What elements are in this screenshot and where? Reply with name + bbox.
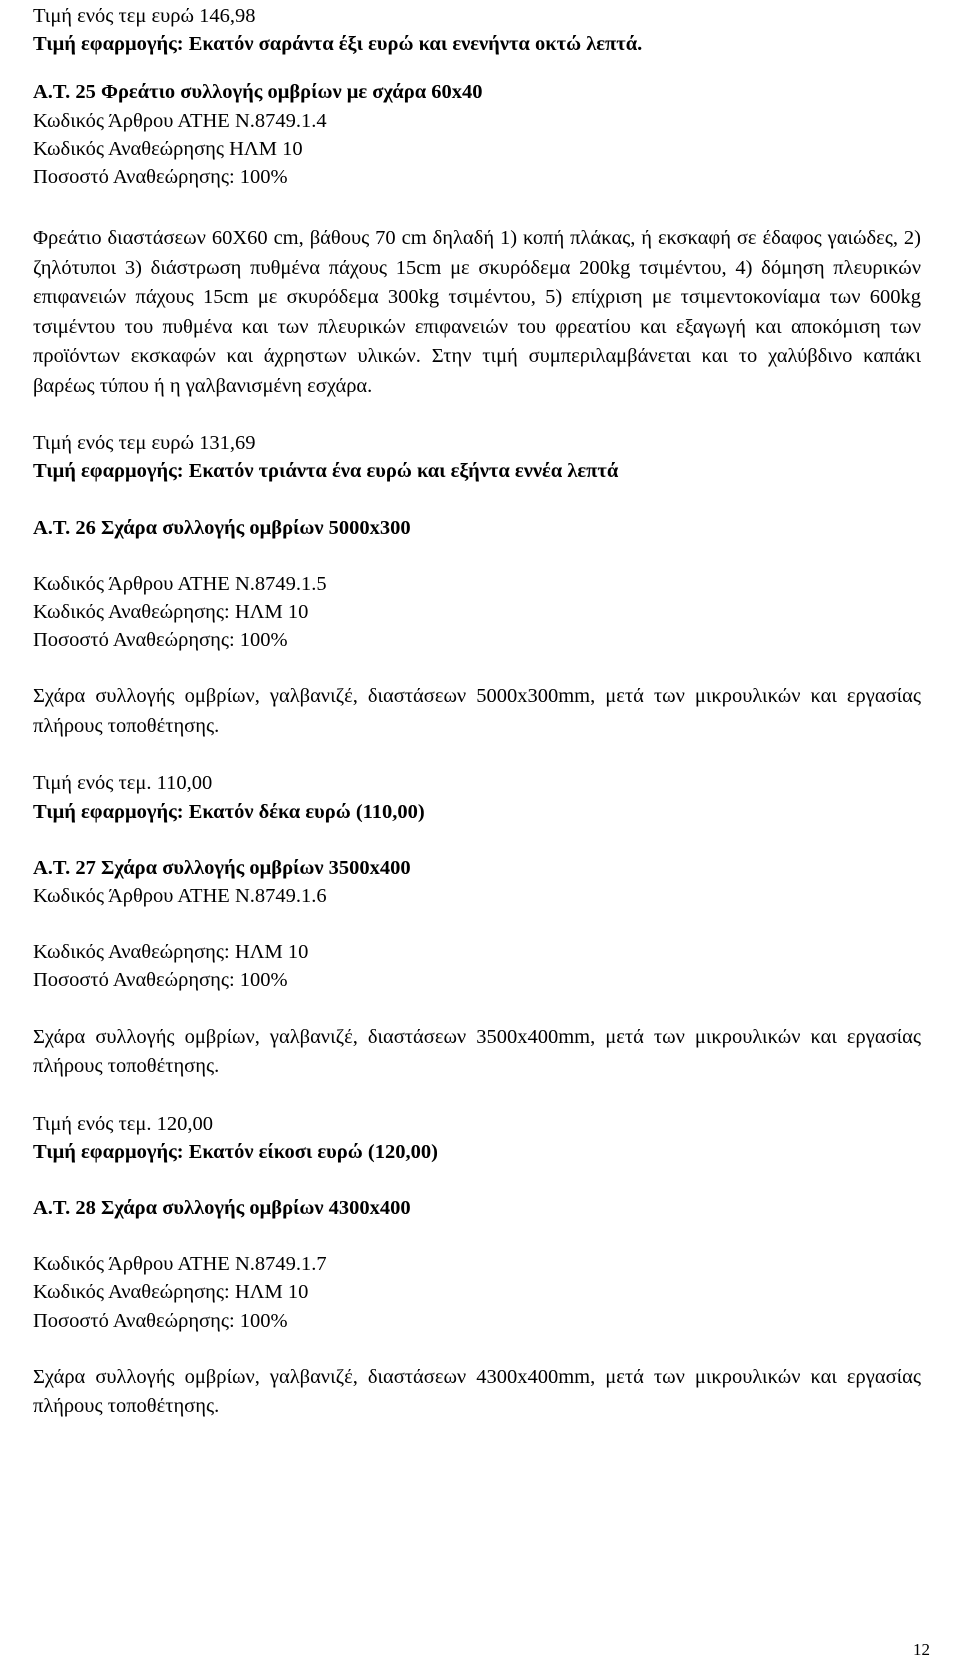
revision-percentage: Ποσοστό Αναθεώρησης: 100% — [33, 166, 288, 189]
item-title: Α.Τ. 25 Φρεάτιο συλλογής ομβρίων με σχάρα 60x40 — [33, 81, 483, 104]
applied-price: Τιμή εφαρμογής: Εκατόν τριάντα ένα ευρώ και εξήντα εννέα λεπτά — [33, 460, 619, 483]
applied-price: Τιμή εφαρμογής: Εκατόν είκοσι ευρώ (120,00) — [33, 1140, 438, 1163]
unit-price: Τιμή ενός τεμ. 110,00 — [33, 772, 213, 795]
article-code: Κωδικός Άρθρου ΑΤΗΕ Ν.8749.1.6 — [33, 885, 327, 908]
article-code: Κωδικός Άρθρου ΑΤΗΕ Ν.8749.1.4 — [33, 109, 327, 132]
article-code: Κωδικός Άρθρου ΑΤΗΕ Ν.8749.1.5 — [33, 572, 327, 595]
item-description: Σχάρα συλλογής ομβρίων, γαλβανιζέ, διαστάσεων 5000x300mm, μετά των μικρουλικών και εργασίας πλήρους τοποθέτησης. — [33, 685, 921, 737]
revision-code: Κωδικός Αναθεώρησης: ΗΛΜ 10 — [33, 941, 309, 964]
item-title: Α.Τ. 27 Σχάρα συλλογής ομβρίων 3500x400 — [33, 856, 411, 879]
item-title: Α.Τ. 28 Σχάρα συλλογής ομβρίων 4300x400 — [33, 1197, 411, 1220]
unit-price: Τιμή ενός τεμ ευρώ 131,69 — [33, 432, 256, 455]
article-code: Κωδικός Άρθρου ΑΤΗΕ Ν.8749.1.7 — [33, 1253, 327, 1276]
revision-code: Κωδικός Αναθεώρησης: ΗΛΜ 10 — [33, 1281, 309, 1304]
applied-price: Τιμή εφαρμογής: Εκατόν σαράντα έξι ευρώ και ενενήντα οκτώ λεπτά. — [33, 33, 643, 56]
revision-percentage: Ποσοστό Αναθεώρησης: 100% — [33, 629, 288, 652]
item-description: Σχάρα συλλογής ομβρίων, γαλβανιζέ, διαστάσεων 3500x400mm, μετά των μικρουλικών και εργασίας πλήρους τοποθέτησης. — [33, 1025, 921, 1078]
item-title: Α.Τ. 26 Σχάρα συλλογής ομβρίων 5000x300 — [33, 516, 411, 539]
revision-percentage: Ποσοστό Αναθεώρησης: 100% — [33, 969, 288, 992]
revision-code: Κωδικός Αναθεώρησης: ΗΛΜ 10 — [33, 601, 309, 624]
item-description: Σχάρα συλλογής ομβρίων, γαλβανιζέ, διαστάσεων 4300x400mm, μετά των μικρουλικών και εργασίας πλήρους τοποθέτησης. — [33, 1365, 921, 1418]
item-description: Φρεάτιο διαστάσεων 60Χ60 cm, βάθους 70 cm δηλαδή 1) κοπή πλάκας, ή εκσκαφή σε έδαφος γαιώδες, 2) ζηλότυποι 3) διάστρωση πυθμένα πάχους 15cm με σκυρόδεμα 200kg τσιμέντου, 4) δόμηση πλευρικών επιφανειών πάχους 15cm με σκυρόδεμα 300kg τσιμέντου, 5) επίχριση με τσιμεντοκονίαμα των 600kg τσιμέντου του πυθμένα και των πλευρικών επιφανειών του φρεατίου και εξαγωγή και αποκόμιση των προϊόντων εκσκαφών και άχρηστων υλικών. Στην τιμή συμπεριλαμβάνεται και το χαλύβδινο καπάκι βαρέως τύπου ή η γαλβανισμένη εσχάρα. — [33, 227, 921, 397]
document-page — [33, 2, 933, 1422]
unit-price: Τιμή ενός τεμ ευρώ 146,98 — [33, 5, 256, 27]
revision-code: Κωδικός Αναθεώρησης ΗΛΜ 10 — [33, 137, 303, 160]
page-number: 12 — [913, 1640, 930, 1659]
revision-percentage: Ποσοστό Αναθεώρησης: 100% — [33, 1309, 288, 1332]
unit-price: Τιμή ενός τεμ. 120,00 — [33, 1112, 213, 1135]
applied-price: Τιμή εφαρμογής: Εκατόν δέκα ευρώ (110,00) — [33, 800, 425, 823]
